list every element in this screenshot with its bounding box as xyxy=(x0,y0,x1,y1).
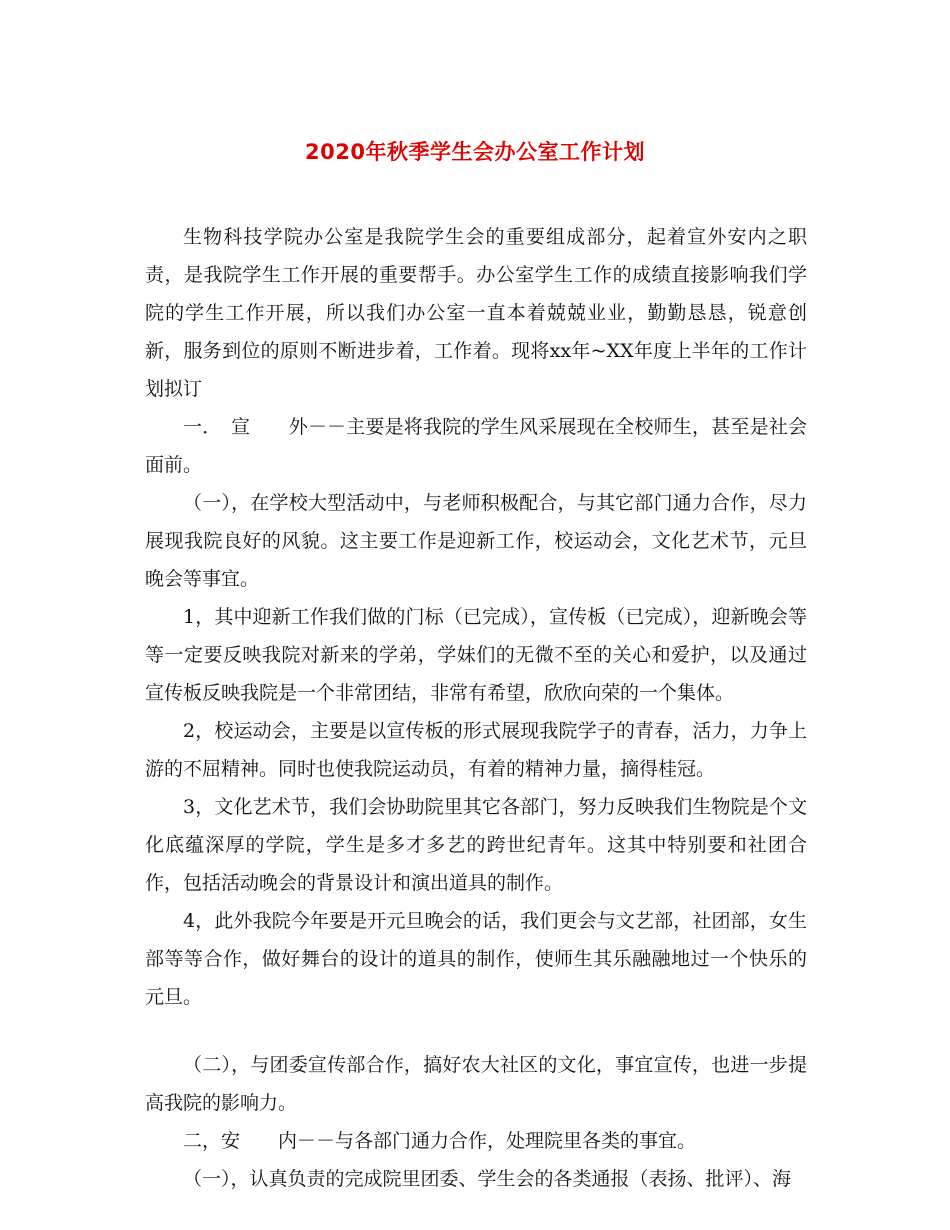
paragraph-section-2: 二，安 内－－与各部门通力合作，处理院里各类的事宜。 xyxy=(183,1130,697,1152)
paragraph-point-1: 1，其中迎新工作我们做的门标（已完成），宣传板（已完成），迎新晚会等等一定要反映我院对新来的学弟，学妹们的无微不至的关心和爱护，以及通过宣传板反映我院是一个非常团结，非常有希望，欣欣向荣的一个集体。 xyxy=(145,606,807,704)
paragraph-item-1-1: （一），在学校大型活动中，与老师积极配合，与其它部门通力合作，尽力展现我院良好的风貌。这主要工作是迎新工作，校运动会，文化艺术节，元旦晚会等事宜。 xyxy=(145,492,807,590)
document-body xyxy=(145,218,807,1198)
document-title: 2020年秋季学生会办公室工作计划 xyxy=(305,140,645,164)
paragraph-spacer xyxy=(145,1016,807,1046)
paragraph-point-4: 4，此外我院今年要是开元旦晚会的话，我们更会与文艺部，社团部，女生部等等合作，做好舞台的设计的道具的制作，使师生其乐融融地过一个快乐的元旦。 xyxy=(145,910,807,1008)
paragraph-item-2-1: （一），认真负责的完成院里团委、学生会的各类通报（表扬、批评）、海 xyxy=(183,1168,792,1190)
paragraph-section-1: 一． 宣 外－－主要是将我院的学生风采展现在全校师生，甚至是社会面前。 xyxy=(145,416,807,476)
paragraph-intro: 生物科技学院办公室是我院学生会的重要组成部分，起着宣外安内之职责，是我院学生工作开展的重要帮手。办公室学生工作的成绩直接影响我们学院的学生工作开展，所以我们办公室一直本着兢兢业业，勤勤恳恳，锐意创新，服务到位的原则不断进步着，工作着。现将xx年~XX年度上半年的工作计划拟订 xyxy=(145,226,807,400)
paragraph-point-3: 3，文化艺术节，我们会协助院里其它各部门，努力反映我们生物院是个文化底蕴深厚的学院，学生是多才多艺的跨世纪青年。这其中特别要和社团合作，包括活动晚会的背景设计和演出道具的制作。 xyxy=(145,796,807,894)
paragraph-point-2: 2，校运动会，主要是以宣传板的形式展现我院学子的青春，活力，力争上游的不屈精神。同时也使我院运动员，有着的精神力量，摘得桂冠。 xyxy=(145,720,807,780)
paragraph-item-1-2: （二），与团委宣传部合作，搞好农大社区的文化，事宜宣传，也进一步提高我院的影响力。 xyxy=(145,1054,807,1114)
